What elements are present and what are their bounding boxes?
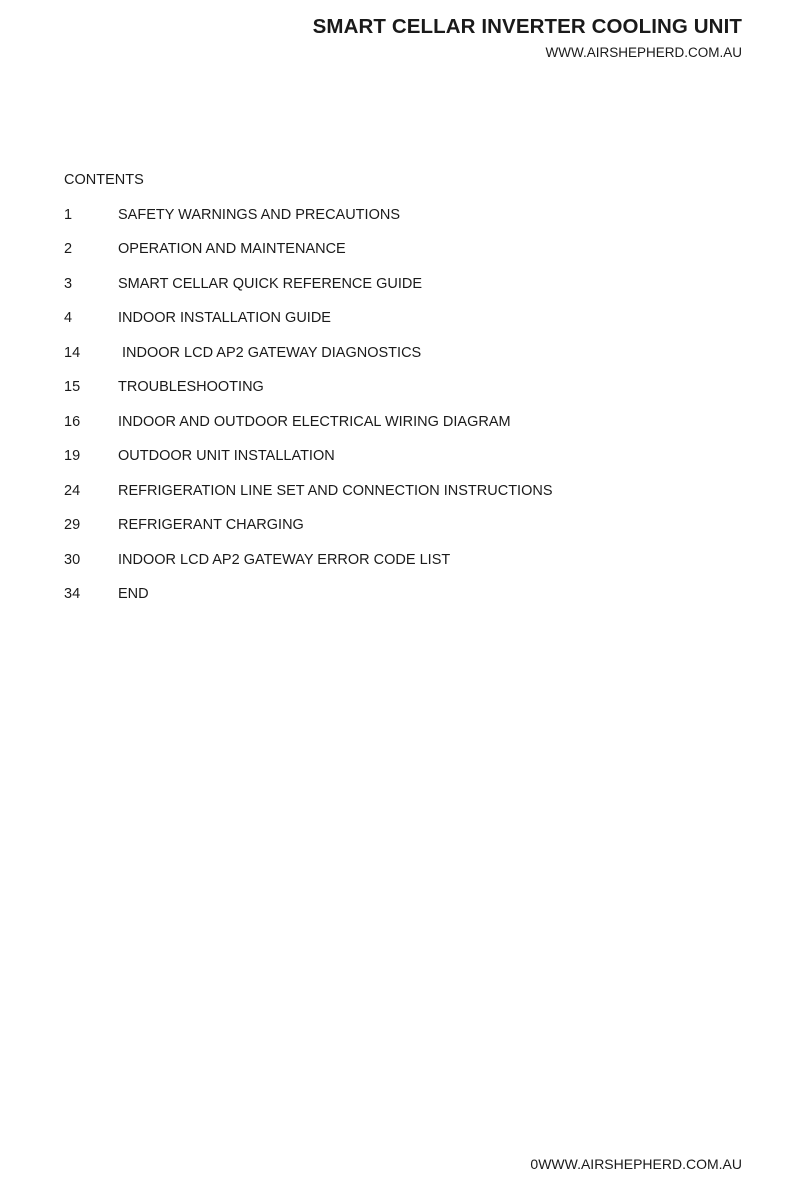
toc-section-title: REFRIGERANT CHARGING — [118, 517, 304, 533]
toc-page-number: 2 — [64, 241, 73, 257]
toc-page-number: 29 — [64, 517, 81, 533]
toc-section-title: INDOOR LCD AP2 GATEWAY DIAGNOSTICS — [118, 344, 422, 361]
toc-page-number: 1 — [64, 206, 73, 223]
header-website-url: WWW.AIRSHEPHERD.COM.AU — [545, 45, 742, 60]
toc-page-number: 14 — [64, 344, 81, 361]
toc-entry — [64, 413, 744, 431]
toc-entry — [64, 447, 744, 465]
toc-entry — [64, 206, 744, 224]
toc-page-number: 16 — [64, 413, 81, 430]
document-title: SMART CELLAR INVERTER COOLING UNIT — [312, 15, 742, 38]
toc-section-title: SAFETY WARNINGS AND PRECAUTIONS — [118, 206, 400, 223]
toc-section-title: TROUBLESHOOTING — [118, 379, 264, 395]
toc-entry — [64, 585, 744, 603]
contents-heading: CONTENTS — [64, 172, 144, 188]
toc-entry — [64, 378, 744, 396]
toc-section-title: INDOOR AND OUTDOOR ELECTRICAL WIRING DIAGRAM — [118, 413, 511, 430]
toc-section-title: END — [118, 586, 149, 602]
table-of-contents — [64, 171, 744, 620]
toc-entry — [64, 309, 744, 327]
toc-entry — [64, 516, 744, 534]
toc-page-number: 15 — [64, 379, 81, 395]
toc-entry — [64, 551, 744, 569]
toc-section-title: INDOOR INSTALLATION GUIDE — [118, 310, 331, 326]
page-header — [313, 14, 742, 62]
toc-page-number: 19 — [64, 448, 81, 464]
toc-page-number: 3 — [64, 275, 73, 292]
toc-page-number: 24 — [64, 482, 81, 499]
toc-entry — [64, 344, 744, 362]
toc-section-title: REFRIGERATION LINE SET AND CONNECTION INSTRUCTIONS — [118, 482, 553, 499]
toc-page-number: 30 — [64, 551, 81, 568]
toc-entry — [64, 240, 744, 258]
toc-section-title: SMART CELLAR QUICK REFERENCE GUIDE — [118, 275, 423, 292]
toc-page-number: 34 — [64, 586, 81, 602]
toc-entry — [64, 275, 744, 293]
toc-page-number: 4 — [64, 310, 73, 326]
footer-website-url: 0WWW.AIRSHEPHERD.COM.AU — [530, 1156, 742, 1172]
toc-section-title: OPERATION AND MAINTENANCE — [118, 241, 346, 257]
toc-section-title: OUTDOOR UNIT INSTALLATION — [118, 448, 335, 464]
toc-section-title: INDOOR LCD AP2 GATEWAY ERROR CODE LIST — [118, 551, 451, 568]
toc-entry — [64, 482, 744, 500]
toc-list — [64, 206, 744, 604]
